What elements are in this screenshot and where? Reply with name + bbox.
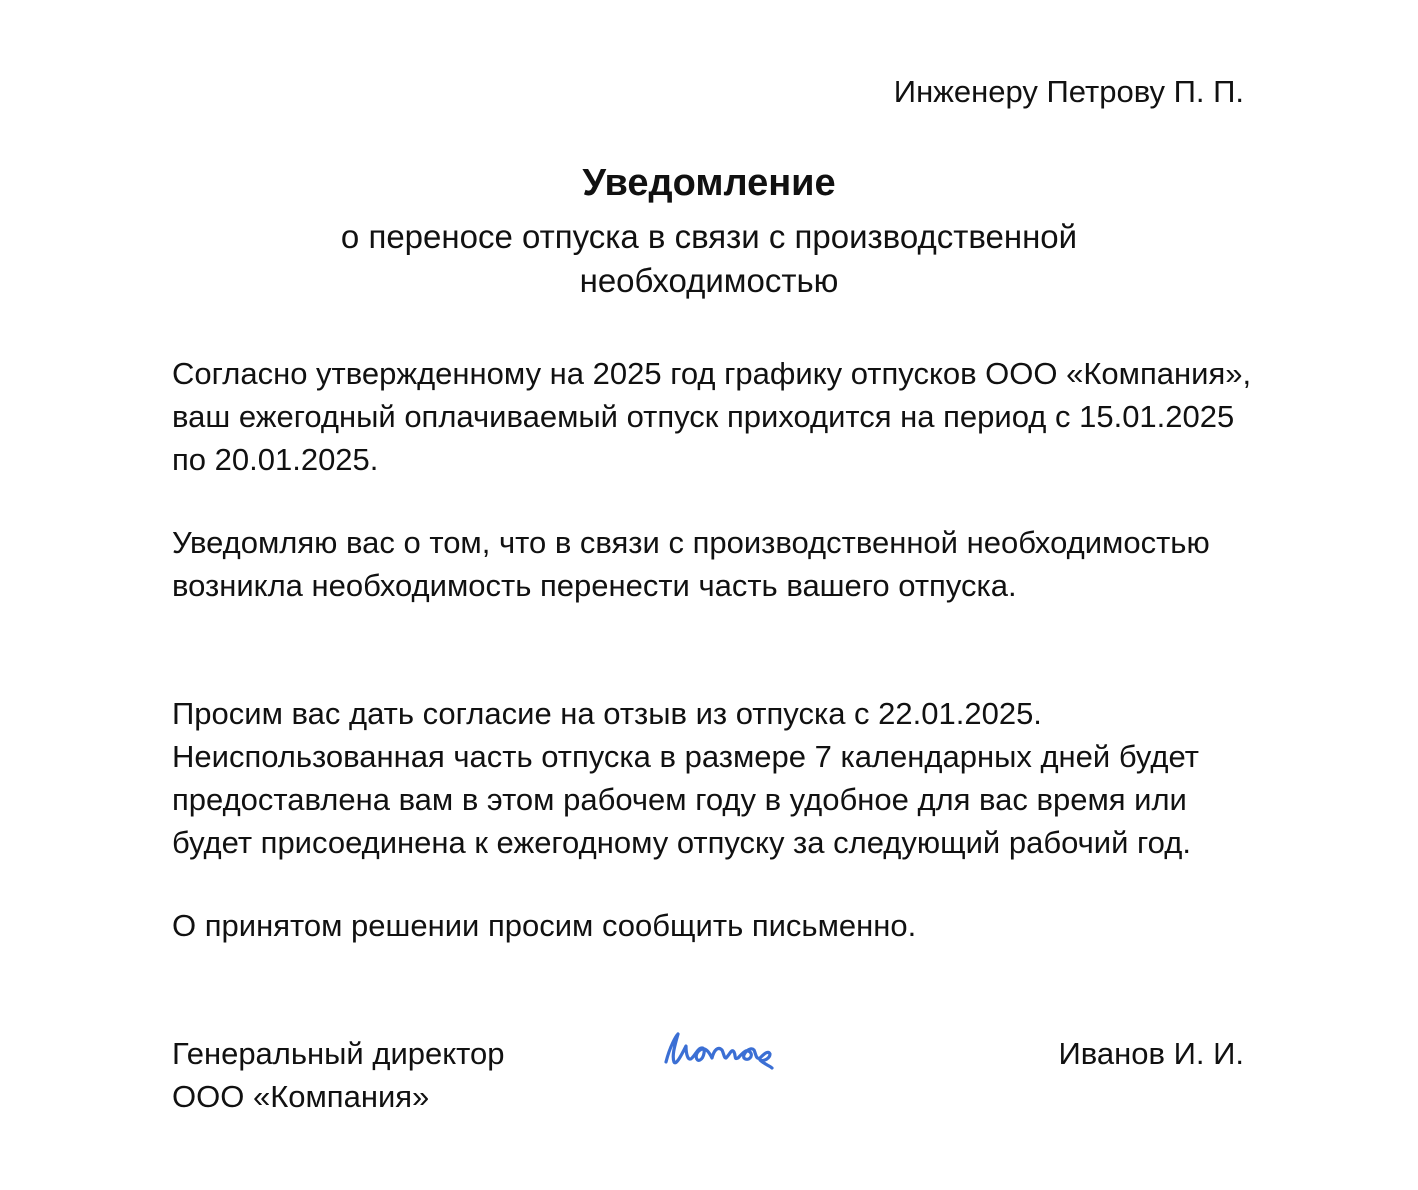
signer-position-title: Генеральный директор [172,1036,505,1071]
paragraph-schedule: Согласно утвержденному на 2025 год графику отпусков ООО «Компания», ваш ежегодный оплачиваемый отпуск приходится на период с 15.01.2025 по 20.01.2025. [172,356,1252,477]
signer-company: ООО «Компания» [172,1079,430,1114]
paragraph-request: Просим вас дать согласие на отзыв из отпуска с 22.01.2025. Неиспользованная часть отпуска в размере 7 календарных дней будет предоставлена вам в этом рабочем году в удобное для вас время или будет присоединена к ежегодному отпуску за следующий рабочий год. [172,696,1199,860]
signer-position [172,1032,505,1118]
addressee: Инженеру Петрову П. П. [893,74,1244,109]
paragraph-reply: О принятом решении просим сообщить письменно. [172,908,917,943]
handwritten-signature [660,1024,775,1074]
document-subtitle: о переносе отпуска в связи с производственной необходимостью [340,218,1078,299]
document-title: Уведомление [582,162,836,204]
signer-name: Иванов И. И. [1058,1036,1244,1071]
signature-stroke [666,1034,772,1068]
paragraph-notice: Уведомляю вас о том, что в связи с производственной необходимостью возникла необходимость перенести часть вашего отпуска. [172,525,1210,603]
